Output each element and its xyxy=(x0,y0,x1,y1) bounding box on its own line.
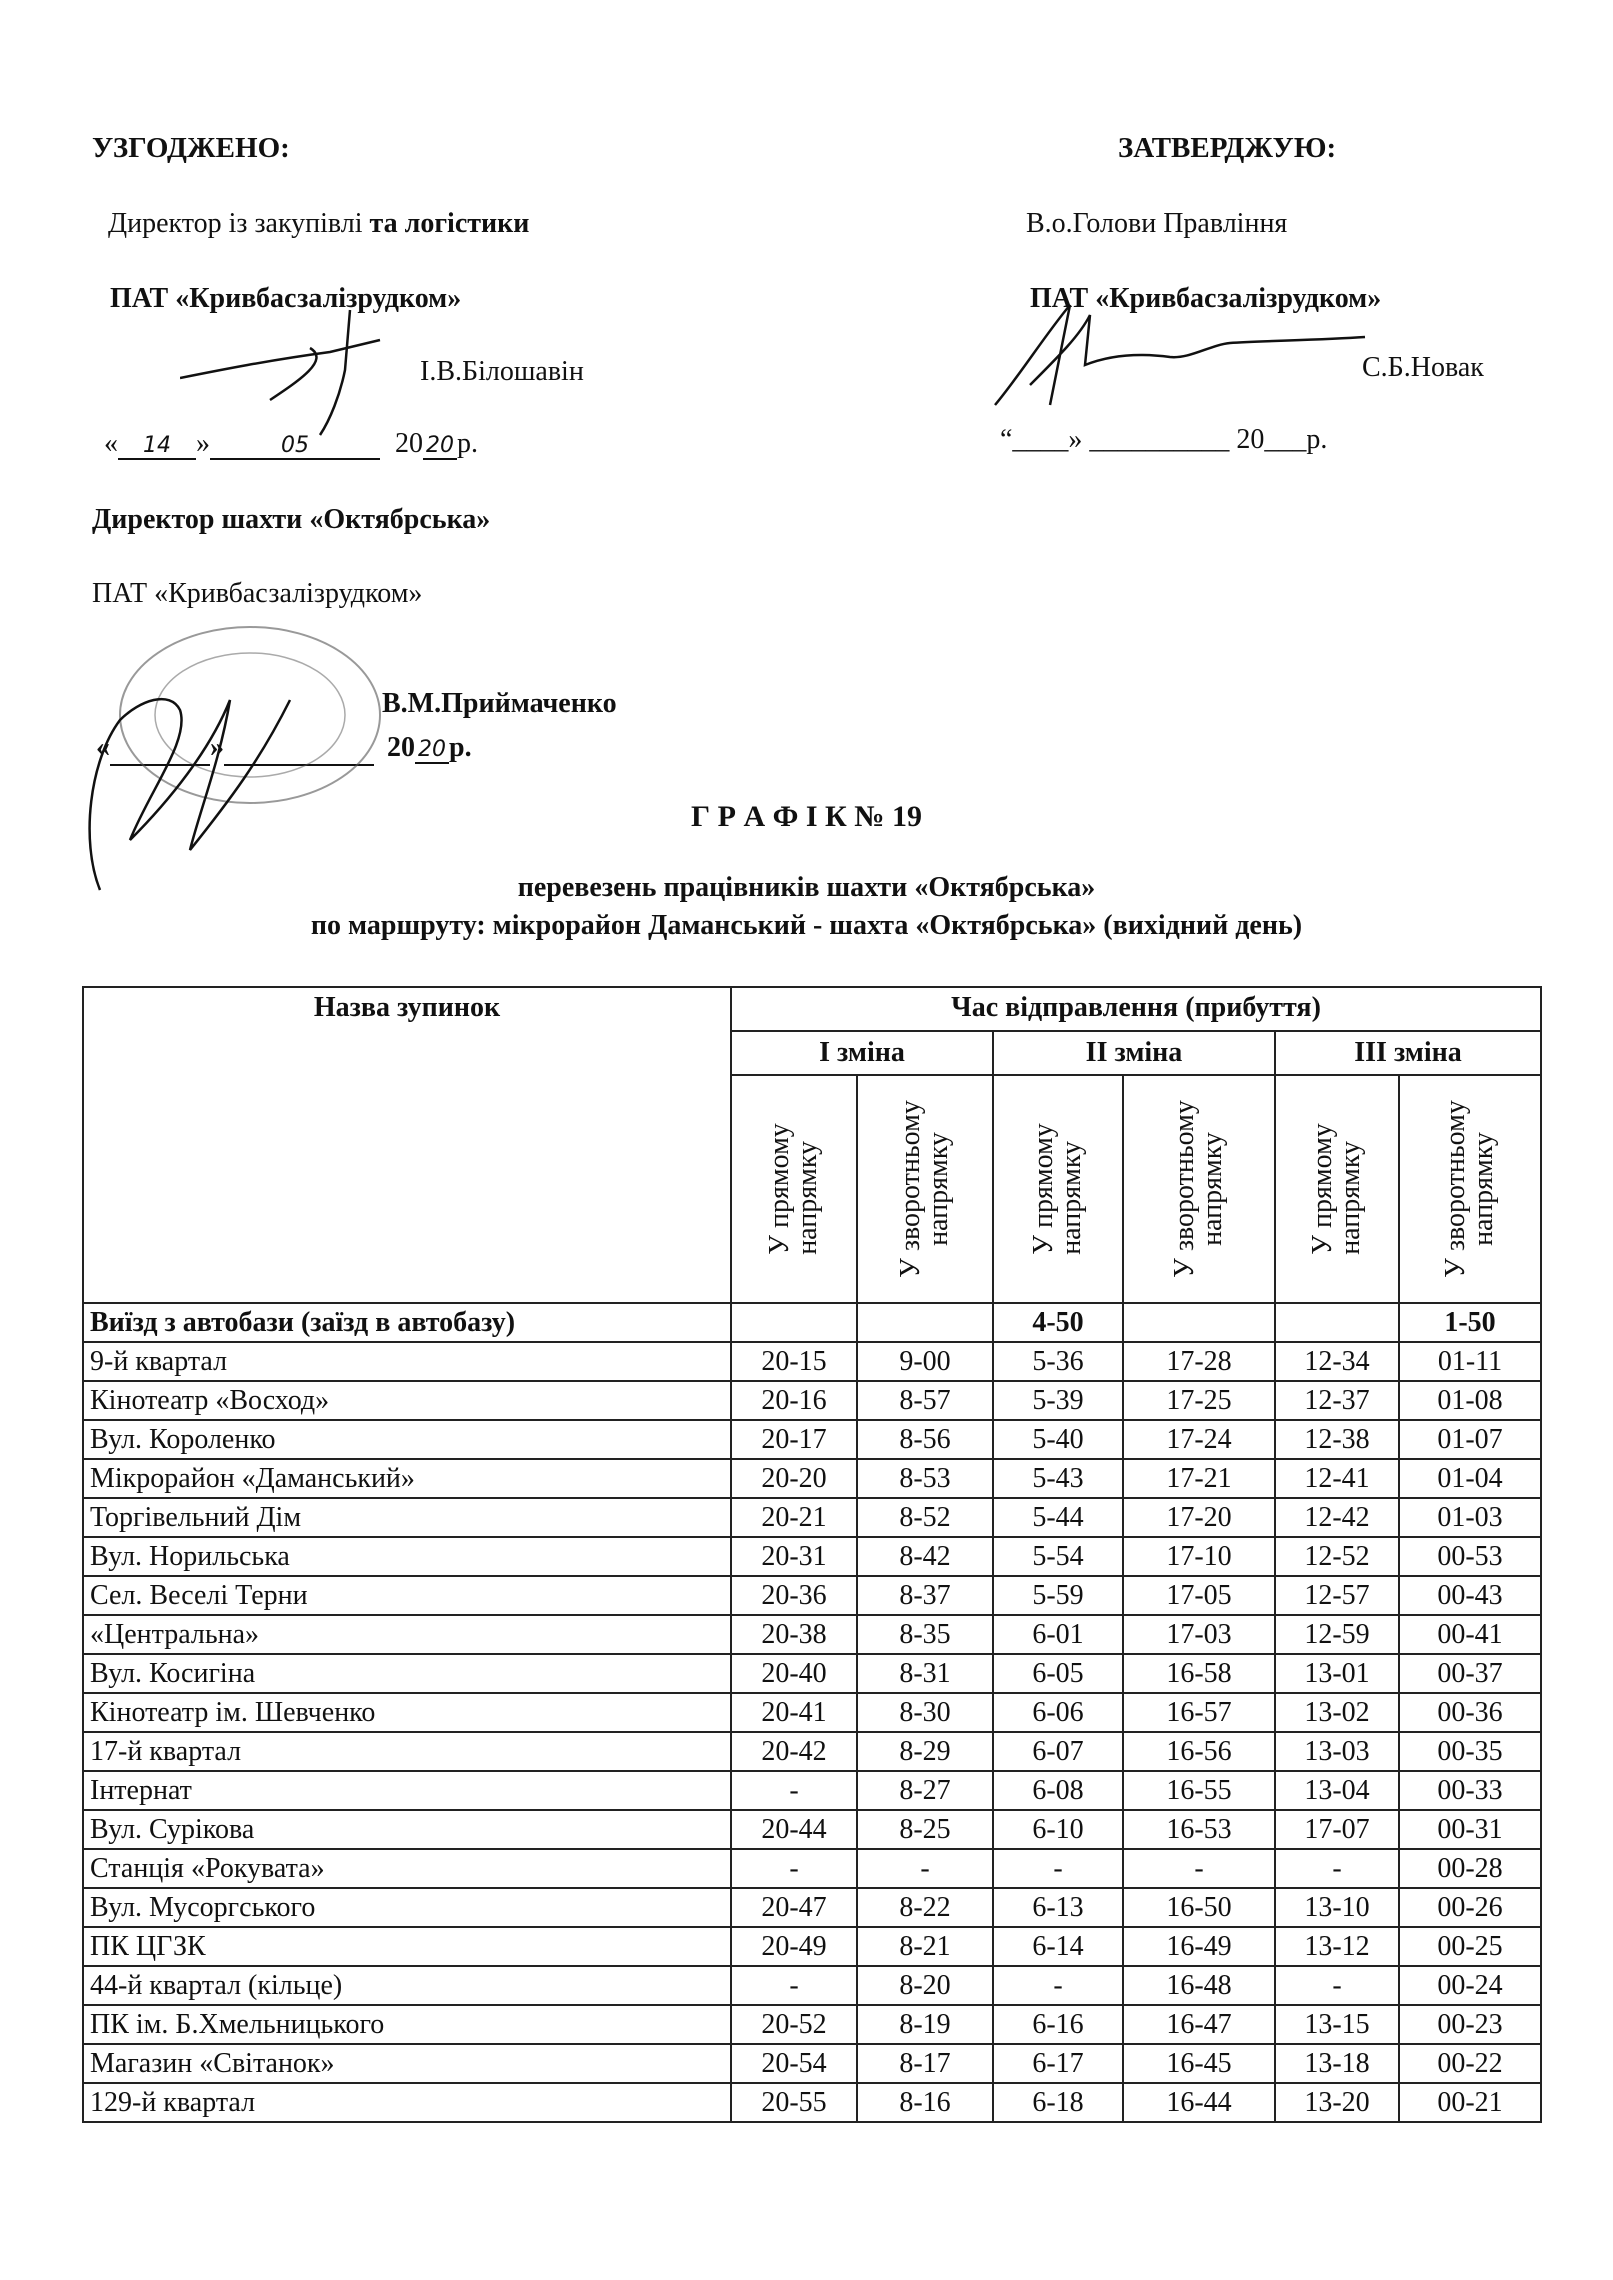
stop-name-cell: Сел. Веселі Терни xyxy=(83,1576,731,1615)
time-cell: 17-10 xyxy=(1123,1537,1275,1576)
time-cell: 12-41 xyxy=(1275,1459,1399,1498)
time-cell: 13-03 xyxy=(1275,1732,1399,1771)
stop-name-cell: Торгівельний Дім xyxy=(83,1498,731,1537)
dir-header-forward-1 xyxy=(731,1075,857,1303)
time-cell: 20-52 xyxy=(731,2005,857,2044)
time-cell xyxy=(731,1303,857,1342)
agreed-heading: УЗГОДЖЕНО: xyxy=(92,132,290,164)
left-org: ПАТ «Кривбасзалізрудком» xyxy=(110,283,462,314)
time-cell: 20-36 xyxy=(731,1576,857,1615)
dir-header-forward-3 xyxy=(1275,1075,1399,1303)
time-cell: - xyxy=(857,1849,993,1888)
time-cell: 16-49 xyxy=(1123,1927,1275,1966)
doc-subtitle-2: по маршруту: мікрорайон Даманський - шахта «Октябрська» (вихідний день) xyxy=(310,910,1303,941)
stop-name-cell: Вул. Сурікова xyxy=(83,1810,731,1849)
mine-org: ПАТ «Кривбасзалізрудком» xyxy=(92,578,423,609)
time-cell: 20-17 xyxy=(731,1420,857,1459)
schedule-body xyxy=(83,1303,1541,2122)
table-row xyxy=(83,1732,1541,1771)
time-cell: 20-42 xyxy=(731,1732,857,1771)
time-cell: - xyxy=(731,1966,857,2005)
time-cell: 17-28 xyxy=(1123,1342,1275,1381)
time-cell: 13-20 xyxy=(1275,2083,1399,2122)
time-cell: 00-43 xyxy=(1399,1576,1541,1615)
dir-header-back-3 xyxy=(1399,1075,1541,1303)
col-header-time: Час відправлення (прибуття) xyxy=(731,987,1541,1031)
time-cell: 6-07 xyxy=(993,1732,1123,1771)
stop-name-cell: Станція «Рокувата» xyxy=(83,1849,731,1888)
right-signature xyxy=(990,295,1370,425)
time-cell: 13-12 xyxy=(1275,1927,1399,1966)
time-cell: 17-05 xyxy=(1123,1576,1275,1615)
time-cell: 00-21 xyxy=(1399,2083,1541,2122)
time-cell: 00-22 xyxy=(1399,2044,1541,2083)
time-cell: - xyxy=(1275,1849,1399,1888)
left-date-day: 14 xyxy=(118,433,196,460)
table-row xyxy=(83,1693,1541,1732)
time-cell: 20-47 xyxy=(731,1888,857,1927)
right-position: В.о.Голови Правління xyxy=(1026,208,1288,239)
time-cell: 6-16 xyxy=(993,2005,1123,2044)
shift-header-1: І зміна xyxy=(731,1031,993,1075)
time-cell: 4-50 xyxy=(993,1303,1123,1342)
stop-name-cell: Вул. Косигіна xyxy=(83,1654,731,1693)
table-row xyxy=(83,1420,1541,1459)
table-row xyxy=(83,1342,1541,1381)
time-cell: 6-17 xyxy=(993,2044,1123,2083)
time-cell: 8-37 xyxy=(857,1576,993,1615)
time-cell: 6-14 xyxy=(993,1927,1123,1966)
table-row xyxy=(83,1537,1541,1576)
time-cell: 8-52 xyxy=(857,1498,993,1537)
dir-forward-line2: напрямку xyxy=(1056,1140,1087,1255)
time-cell: 12-38 xyxy=(1275,1420,1399,1459)
time-cell: 16-45 xyxy=(1123,2044,1275,2083)
time-cell: 00-36 xyxy=(1399,1693,1541,1732)
table-row xyxy=(83,1615,1541,1654)
left-signer: І.В.Білошавін xyxy=(420,356,584,387)
time-cell: 8-30 xyxy=(857,1693,993,1732)
time-cell: 8-57 xyxy=(857,1381,993,1420)
time-cell: 17-21 xyxy=(1123,1459,1275,1498)
time-cell: 6-10 xyxy=(993,1810,1123,1849)
dir-back-line2: напрямку xyxy=(1468,1132,1500,1246)
stop-name-cell: Вул. Норильська xyxy=(83,1537,731,1576)
time-cell: 13-01 xyxy=(1275,1654,1399,1693)
dir-header-forward-2 xyxy=(993,1075,1123,1303)
doc-title: Г Р А Ф І К № 19 xyxy=(691,800,922,833)
dir-forward-line2: напрямку xyxy=(1335,1140,1366,1255)
doc-subtitle-1: перевезень працівників шахти «Октябрська» xyxy=(517,872,1096,903)
time-cell: 8-17 xyxy=(857,2044,993,2083)
time-cell: 20-44 xyxy=(731,1810,857,1849)
time-cell: - xyxy=(993,1849,1123,1888)
table-row xyxy=(83,1654,1541,1693)
time-cell: - xyxy=(731,1849,857,1888)
dir-header-back-1 xyxy=(857,1075,993,1303)
time-cell: 13-10 xyxy=(1275,1888,1399,1927)
time-cell: 20-15 xyxy=(731,1342,857,1381)
time-cell: 6-13 xyxy=(993,1888,1123,1927)
schedule-table xyxy=(82,986,1542,2123)
time-cell: 6-01 xyxy=(993,1615,1123,1654)
time-cell: 8-19 xyxy=(857,2005,993,2044)
time-cell: 00-35 xyxy=(1399,1732,1541,1771)
time-cell: 12-52 xyxy=(1275,1537,1399,1576)
time-cell: 17-24 xyxy=(1123,1420,1275,1459)
stop-name-cell: Вул. Мусоргського xyxy=(83,1888,731,1927)
table-row xyxy=(83,1459,1541,1498)
table-row xyxy=(83,1927,1541,1966)
time-cell: 5-59 xyxy=(993,1576,1123,1615)
left-date-open: « xyxy=(104,428,118,459)
mine-date-year-prefix: 20 xyxy=(387,732,415,763)
time-cell: 20-16 xyxy=(731,1381,857,1420)
time-cell: 01-07 xyxy=(1399,1420,1541,1459)
mine-signer: В.М.Приймаченко xyxy=(382,688,617,719)
time-cell: 17-07 xyxy=(1275,1810,1399,1849)
time-cell xyxy=(1275,1303,1399,1342)
time-cell: 16-56 xyxy=(1123,1732,1275,1771)
time-cell: 5-43 xyxy=(993,1459,1123,1498)
time-cell: 01-11 xyxy=(1399,1342,1541,1381)
dir-back-line2: напрямку xyxy=(1197,1132,1228,1246)
stop-name-cell: «Центральна» xyxy=(83,1615,731,1654)
time-cell: 8-29 xyxy=(857,1732,993,1771)
table-row xyxy=(83,1576,1541,1615)
time-cell: 00-33 xyxy=(1399,1771,1541,1810)
time-cell: - xyxy=(731,1771,857,1810)
table-row xyxy=(83,2083,1541,2122)
time-cell: 13-15 xyxy=(1275,2005,1399,2044)
time-cell: 8-20 xyxy=(857,1966,993,2005)
time-cell: 00-26 xyxy=(1399,1888,1541,1927)
time-cell: 20-49 xyxy=(731,1927,857,1966)
mine-date-year: 20 xyxy=(415,737,449,764)
time-cell: 9-00 xyxy=(857,1342,993,1381)
right-date: “____» __________ 20___р. xyxy=(1000,424,1328,455)
time-cell: 6-06 xyxy=(993,1693,1123,1732)
stop-name-cell: Кінотеатр ім. Шевченко xyxy=(83,1693,731,1732)
time-cell: 8-42 xyxy=(857,1537,993,1576)
time-cell: 20-55 xyxy=(731,2083,857,2122)
time-cell: 16-57 xyxy=(1123,1693,1275,1732)
shift-header-3: ІІІ зміна xyxy=(1275,1031,1541,1075)
mine-date-suffix: р. xyxy=(449,732,472,763)
stop-name-cell: 9-й квартал xyxy=(83,1342,731,1381)
time-cell: - xyxy=(1123,1849,1275,1888)
time-cell: 8-56 xyxy=(857,1420,993,1459)
time-cell: 1-50 xyxy=(1399,1303,1541,1342)
left-signature xyxy=(180,300,420,440)
right-signer: С.Б.Новак xyxy=(1362,352,1484,383)
time-cell: 8-25 xyxy=(857,1810,993,1849)
table-row xyxy=(83,1849,1541,1888)
time-cell: 20-38 xyxy=(731,1615,857,1654)
time-cell: 8-27 xyxy=(857,1771,993,1810)
time-cell: 6-18 xyxy=(993,2083,1123,2122)
time-cell: 20-40 xyxy=(731,1654,857,1693)
stop-name-cell: 44-й квартал (кільце) xyxy=(83,1966,731,2005)
dir-back-line1: У зворотньому xyxy=(1169,1100,1200,1278)
time-cell: 8-21 xyxy=(857,1927,993,1966)
time-cell: 6-08 xyxy=(993,1771,1123,1810)
time-cell: 20-21 xyxy=(731,1498,857,1537)
time-cell: 5-36 xyxy=(993,1342,1123,1381)
time-cell: 00-37 xyxy=(1399,1654,1541,1693)
time-cell: 12-34 xyxy=(1275,1342,1399,1381)
dir-forward-line1: У прямому xyxy=(764,1123,795,1255)
shift-header-2: ІІ зміна xyxy=(993,1031,1275,1075)
time-cell: 00-28 xyxy=(1399,1849,1541,1888)
time-cell: 12-57 xyxy=(1275,1576,1399,1615)
time-cell: 16-44 xyxy=(1123,2083,1275,2122)
left-date-close: » xyxy=(196,428,210,459)
table-row xyxy=(83,2005,1541,2044)
approved-heading: ЗАТВЕРДЖУЮ: xyxy=(1118,132,1337,164)
time-cell: 13-02 xyxy=(1275,1693,1399,1732)
time-cell: 16-47 xyxy=(1123,2005,1275,2044)
left-date-month: 05 xyxy=(210,433,380,460)
time-cell: 16-50 xyxy=(1123,1888,1275,1927)
left-date-year: 20 xyxy=(423,433,457,460)
table-row xyxy=(83,1771,1541,1810)
time-cell: 20-20 xyxy=(731,1459,857,1498)
stop-name-cell: Кінотеатр «Восход» xyxy=(83,1381,731,1420)
time-cell: 5-54 xyxy=(993,1537,1123,1576)
time-cell: 00-25 xyxy=(1399,1927,1541,1966)
stop-name-cell: Вул. Короленко xyxy=(83,1420,731,1459)
stop-name-cell: Виїзд з автобази (заїзд в автобазу) xyxy=(83,1303,731,1342)
time-cell: 17-25 xyxy=(1123,1381,1275,1420)
left-date-suffix: р. xyxy=(457,428,478,459)
stop-name-cell: 17-й квартал xyxy=(83,1732,731,1771)
left-position-line xyxy=(108,208,529,240)
time-cell: 20-31 xyxy=(731,1537,857,1576)
mine-director-title: Директор шахти «Октябрська» xyxy=(92,504,491,535)
dir-back-line2: напрямку xyxy=(923,1132,954,1246)
stop-name-cell: ПК ім. Б.Хмельницького xyxy=(83,2005,731,2044)
time-cell: 5-39 xyxy=(993,1381,1123,1420)
table-row xyxy=(83,1810,1541,1849)
table-row xyxy=(83,2044,1541,2083)
mine-date-close: » xyxy=(210,732,224,763)
time-cell: 8-35 xyxy=(857,1615,993,1654)
time-cell: 17-03 xyxy=(1123,1615,1275,1654)
mine-signature xyxy=(60,640,320,900)
time-cell: 12-37 xyxy=(1275,1381,1399,1420)
time-cell: 8-22 xyxy=(857,1888,993,1927)
left-date xyxy=(104,428,478,460)
left-position-text: Директор із закупівлі xyxy=(108,208,363,239)
left-position-bold: та логістики xyxy=(369,208,530,239)
time-cell: 16-53 xyxy=(1123,1810,1275,1849)
time-cell: - xyxy=(1275,1966,1399,2005)
time-cell: 13-18 xyxy=(1275,2044,1399,2083)
dir-forward-line1: У прямому xyxy=(1307,1123,1338,1255)
table-row xyxy=(83,1966,1541,2005)
time-cell: 12-59 xyxy=(1275,1615,1399,1654)
time-cell: 8-53 xyxy=(857,1459,993,1498)
time-cell: 00-24 xyxy=(1399,1966,1541,2005)
time-cell: 00-31 xyxy=(1399,1810,1541,1849)
time-cell: 8-31 xyxy=(857,1654,993,1693)
time-cell xyxy=(1123,1303,1275,1342)
stop-name-cell: Мікрорайон «Даманський» xyxy=(83,1459,731,1498)
time-cell: - xyxy=(993,1966,1123,2005)
table-row xyxy=(83,1303,1541,1342)
time-cell: 20-54 xyxy=(731,2044,857,2083)
stop-name-cell: Магазин «Світанок» xyxy=(83,2044,731,2083)
time-cell: 8-16 xyxy=(857,2083,993,2122)
dir-forward-line2: напрямку xyxy=(792,1140,823,1255)
table-row xyxy=(83,1498,1541,1537)
stop-name-cell: ПК ЦГЗК xyxy=(83,1927,731,1966)
dir-back-line1: У зворотньому xyxy=(895,1100,926,1278)
time-cell: 6-05 xyxy=(993,1654,1123,1693)
dir-forward-line1: У прямому xyxy=(1028,1123,1059,1255)
mine-date-open: « xyxy=(96,732,110,763)
time-cell: 16-55 xyxy=(1123,1771,1275,1810)
stop-name-cell: Інтернат xyxy=(83,1771,731,1810)
time-cell xyxy=(857,1303,993,1342)
stop-name-cell: 129-й квартал xyxy=(83,2083,731,2122)
left-date-year-prefix: 20 xyxy=(395,428,423,459)
time-cell: 16-58 xyxy=(1123,1654,1275,1693)
time-cell: 17-20 xyxy=(1123,1498,1275,1537)
dir-back-line1: У зворотньому xyxy=(1440,1100,1472,1278)
time-cell: 00-41 xyxy=(1399,1615,1541,1654)
time-cell: 12-42 xyxy=(1275,1498,1399,1537)
right-org: ПАТ «Кривбасзалізрудком» xyxy=(1030,283,1382,314)
time-cell: 00-53 xyxy=(1399,1537,1541,1576)
time-cell: 20-41 xyxy=(731,1693,857,1732)
time-cell: 5-44 xyxy=(993,1498,1123,1537)
table-row xyxy=(83,1381,1541,1420)
time-cell: 01-08 xyxy=(1399,1381,1541,1420)
time-cell: 13-04 xyxy=(1275,1771,1399,1810)
time-cell: 00-23 xyxy=(1399,2005,1541,2044)
dir-header-back-2 xyxy=(1123,1075,1275,1303)
time-cell: 16-48 xyxy=(1123,1966,1275,2005)
col-header-stops: Назва зупинок xyxy=(83,987,731,1303)
time-cell: 01-03 xyxy=(1399,1498,1541,1537)
table-row xyxy=(83,1888,1541,1927)
time-cell: 01-04 xyxy=(1399,1459,1541,1498)
time-cell: 5-40 xyxy=(993,1420,1123,1459)
